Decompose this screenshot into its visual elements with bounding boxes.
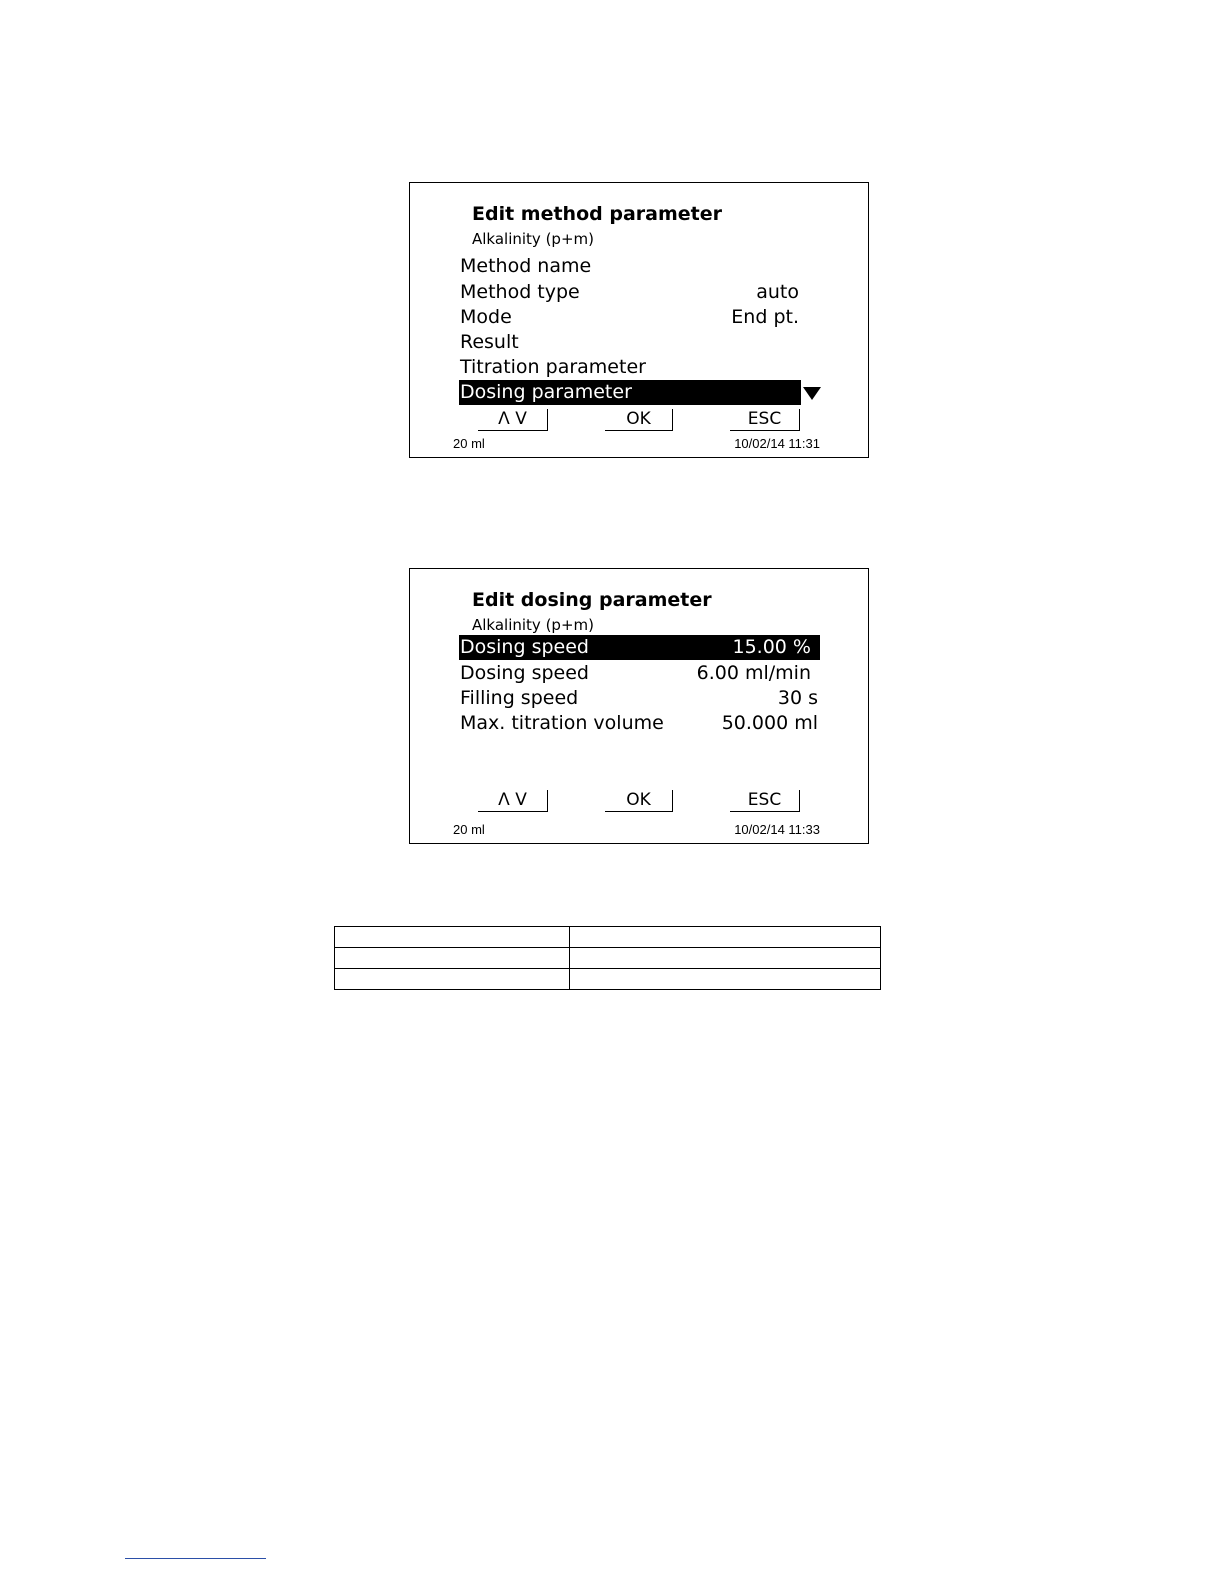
menu-item-label: Dosing speed: [460, 662, 589, 684]
table-row: [335, 948, 881, 969]
table-cell: [570, 948, 881, 969]
method-subtitle: Alkalinity (p+m): [472, 230, 594, 248]
dosing-parameter-screen: [409, 568, 869, 844]
ok-button[interactable]: OK: [605, 790, 673, 812]
menu-item-value: End pt.: [731, 306, 799, 328]
menu-item-value: auto: [756, 281, 799, 303]
table-cell: [570, 969, 881, 990]
menu-item-value: 50.000 ml: [721, 712, 818, 734]
method-subtitle: Alkalinity (p+m): [472, 616, 594, 634]
menu-item-titration-parameter[interactable]: [459, 355, 801, 380]
menu-item-label: Method type: [460, 281, 580, 303]
screen-title: Edit dosing parameter: [472, 589, 712, 611]
parameter-table: [334, 926, 881, 990]
menu-item-label: Max. titration volume: [460, 712, 664, 734]
menu-item-max-titration-volume[interactable]: [459, 711, 820, 736]
datetime-indicator: 10/02/14 11:31: [734, 436, 820, 451]
esc-button[interactable]: ESC: [730, 409, 800, 431]
menu-item-dosing-speed-rate[interactable]: [459, 661, 820, 686]
menu-item-label: Filling speed: [460, 687, 579, 709]
menu-item-label: Dosing speed: [460, 636, 589, 658]
menu-item-filling-speed[interactable]: [459, 686, 820, 711]
table-cell: [570, 927, 881, 948]
triangle-down-icon: [803, 387, 821, 400]
table-cell: [335, 927, 570, 948]
nav-up-down-button[interactable]: Λ V: [478, 409, 548, 431]
menu-item-label: Result: [460, 331, 519, 353]
menu-item-method-type[interactable]: [459, 280, 801, 305]
menu-item-value: 30 s: [777, 687, 818, 709]
menu-item-value: 6.00 ml/min: [696, 662, 811, 684]
nav-up-down-button[interactable]: Λ V: [478, 790, 548, 812]
menu-item-method-name[interactable]: [459, 254, 801, 279]
menu-item-label: Mode: [460, 306, 512, 328]
table-cell: [335, 969, 570, 990]
volume-indicator: 20 ml: [453, 822, 485, 837]
menu-item-mode[interactable]: [459, 305, 801, 330]
method-parameter-screen: [409, 182, 869, 458]
table-row: [335, 927, 881, 948]
volume-indicator: 20 ml: [453, 436, 485, 451]
table-row: [335, 969, 881, 990]
datetime-indicator: 10/02/14 11:33: [734, 822, 820, 837]
footnote-separator: [125, 1558, 266, 1559]
esc-button[interactable]: ESC: [730, 790, 800, 812]
menu-item-label: Dosing parameter: [460, 381, 632, 403]
ok-button[interactable]: OK: [605, 409, 673, 431]
menu-item-dosing-speed-percent[interactable]: [459, 635, 820, 660]
screen-title: Edit method parameter: [472, 203, 722, 225]
menu-item-label: Titration parameter: [460, 356, 646, 378]
table-cell: [335, 948, 570, 969]
menu-item-result[interactable]: [459, 330, 801, 355]
menu-item-label: Method name: [460, 255, 592, 277]
menu-item-dosing-parameter[interactable]: [459, 380, 801, 405]
menu-item-value: 15.00 %: [732, 636, 811, 658]
